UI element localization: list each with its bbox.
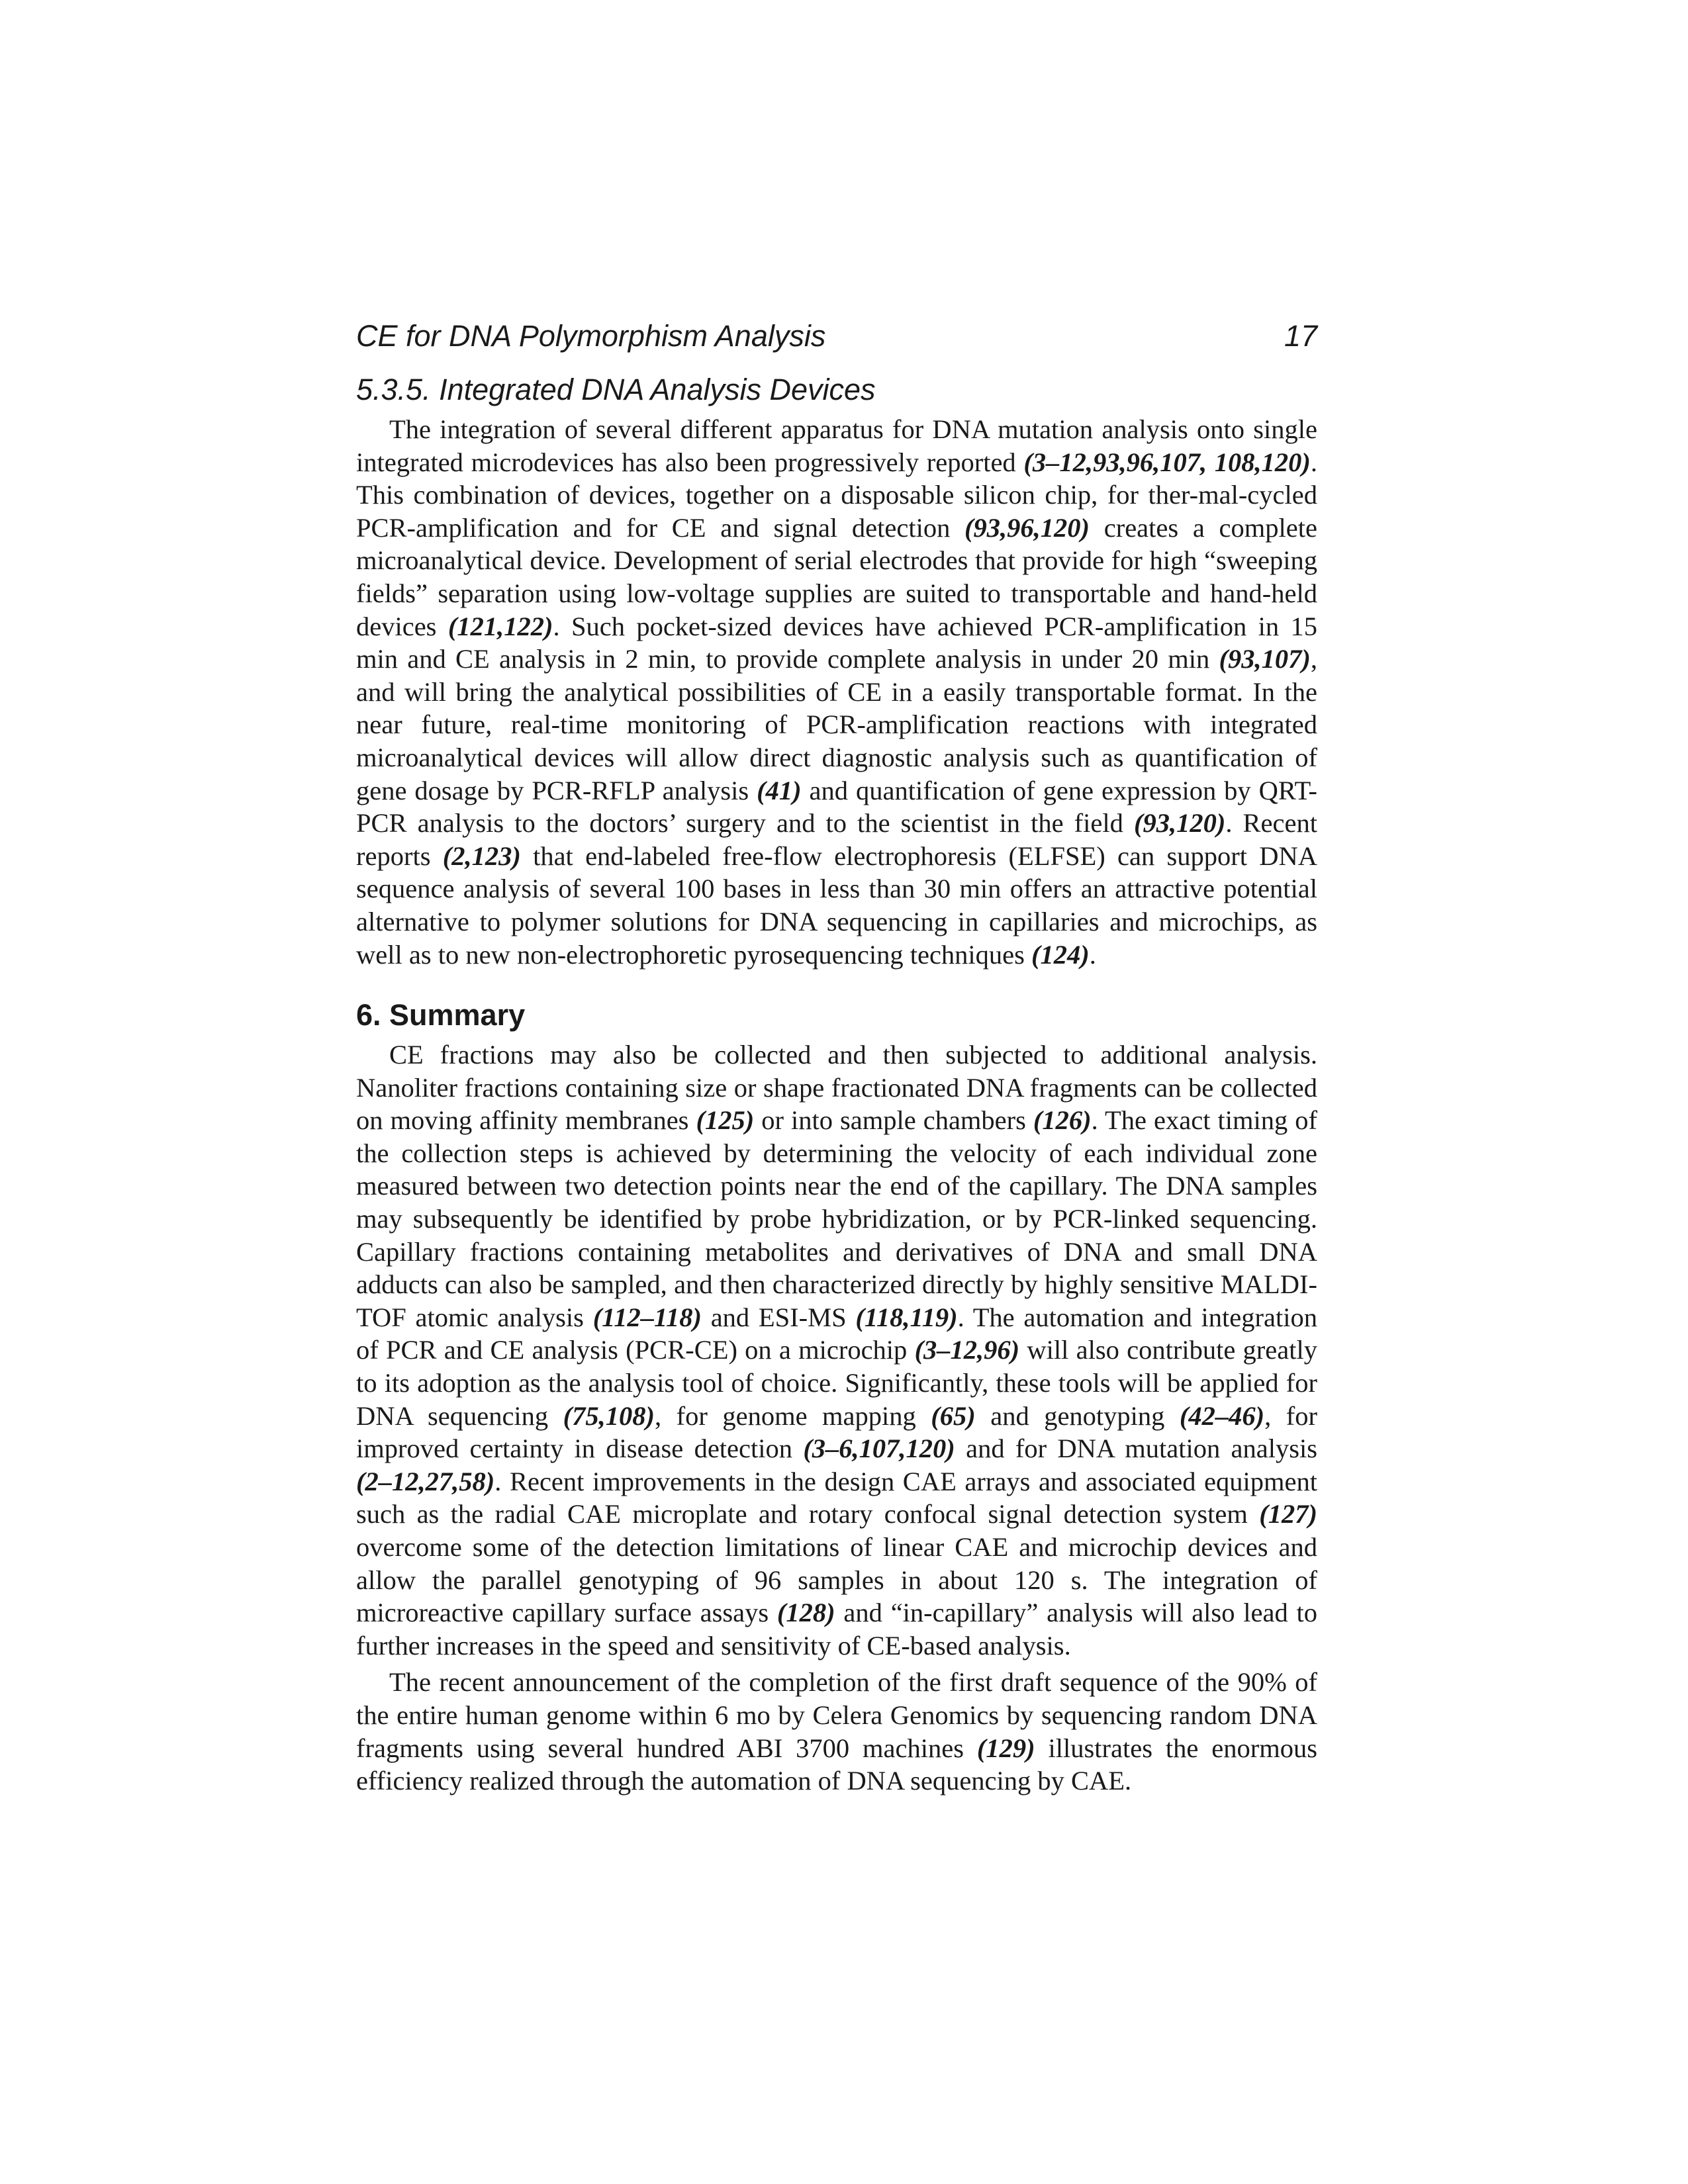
citation: (125): [696, 1105, 755, 1136]
running-head: [356, 316, 1317, 356]
page: [356, 316, 1317, 1797]
paragraph-integrated-devices: [356, 413, 1317, 971]
citation: (42–46): [1179, 1400, 1265, 1431]
text-run: , for genome mapping: [655, 1400, 931, 1431]
citation: (93,96,120): [964, 512, 1090, 543]
citation: (2,123): [442, 841, 521, 871]
citation: (124): [1031, 939, 1090, 970]
running-title: CE for DNA Polymorphism Analysis: [356, 319, 826, 353]
text-run: . Recent improvements in the design CAE arrays and associated equipment such as the radial CAE microplate and rotary confocal signal detection system: [356, 1466, 1317, 1529]
text-run: . Recent reports: [356, 808, 1317, 871]
citation: (65): [931, 1400, 976, 1431]
paragraph-summary-1: [356, 1038, 1317, 1662]
text-run: that end-labeled free-flow electrophoresis (ELFSE) can support DNA sequence analysis of several 100 bases in less than 30 min offers an attractive potential alternative to polymer solutions for DNA sequencing in capillaries and microchips, as well as to new non-electrophoretic pyrosequencing techniques: [356, 841, 1317, 970]
text-run: or into sample chambers: [754, 1105, 1033, 1136]
citation: (126): [1033, 1105, 1092, 1136]
text-run: , and will bring the analytical possibilities of CE in a easily transportable format. In the near future, real-time monitoring of PCR-amplification reactions with integrated microanalytical devices will allow direct diagnostic analysis such as quantification of gene dosage by PCR-RFLP analysis: [356, 644, 1317, 805]
paragraph-summary-2: [356, 1666, 1317, 1797]
citation: (3–6,107,120): [803, 1433, 955, 1464]
page-number: 17: [1284, 319, 1317, 353]
text-run: . Such pocket-sized devices have achieved PCR-amplification in 15 min and CE analysis in 2 min, to provide complete analysis in under 20 min: [356, 611, 1317, 674]
text-run: and for DNA mutation analysis: [955, 1433, 1317, 1464]
citation: (129): [976, 1733, 1035, 1763]
citation: (41): [757, 775, 802, 805]
text-run: creates a complete microanalytical device. Development of serial electrodes that provide for high “sweeping fields” separation using low-voltage supplies are suited to transportable and hand-held devices: [356, 512, 1317, 641]
text-run: . The automation and integration of PCR and CE analysis (PCR-CE) on a microchip: [356, 1302, 1318, 1365]
text-run: . This combination of devices, together on a disposable silicon chip, for ther-mal-cycled PCR-amplification and for CE and signal detection: [356, 447, 1317, 543]
citation: (121,122): [447, 611, 553, 641]
text-run: .: [1089, 939, 1096, 970]
citation: (118,119): [855, 1302, 958, 1332]
citation: (127): [1259, 1499, 1317, 1529]
text-run: and “in-capillary” analysis will also lead to further increases in the speed and sensitivity of CE-based analysis.: [356, 1598, 1317, 1661]
citation: (2–12,27,58): [356, 1466, 495, 1496]
text-run: . The exact timing of the collection steps is achieved by determining the velocity of each individual zone measured between two detection points near the end of the capillary. The DNA samples may subsequently be identified by probe hybridization, or by PCR-linked sequencing. Capillary fractions containing metabolites and derivatives of DNA and small DNA adducts can also be sampled, and then characterized directly by highly sensitive MALDI-TOF atomic analysis: [356, 1105, 1317, 1332]
text-run: overcome some of the detection limitations of linear CAE and microchip devices and allow the parallel genotyping of 96 samples in about 120 s. The integration of microreactive capillary surface assays: [356, 1532, 1317, 1628]
citation: (112–118): [592, 1302, 702, 1332]
section-heading-summary: 6. Summary: [356, 998, 526, 1032]
text-run: , for improved certainty in disease detection: [356, 1400, 1317, 1464]
text-run: and genotyping: [975, 1400, 1180, 1431]
text-run: illustrates the enormous efficiency realized through the automation of DNA sequencing by CAE.: [356, 1733, 1317, 1796]
citation: (75,108): [563, 1400, 655, 1431]
citation: (3–12,96): [914, 1335, 1020, 1365]
text-run: and quantification of gene expression by QRT-PCR analysis to the doctors’ surgery and to the scientist in the field: [356, 775, 1317, 839]
citation: (3–12,93,96,107, 108,120): [1023, 447, 1311, 477]
text-run: will also contribute greatly to its adoption as the analysis tool of choice. Significantly, these tools will be applied for DNA sequencing: [356, 1335, 1317, 1431]
text-run: The integration of several different apparatus for DNA mutation analysis onto single integrated microdevices has also been progressively reported: [356, 414, 1317, 477]
text-run: The recent announcement of the completion of the first draft sequence of the 90% of the entire human genome within 6 mo by Celera Genomics by sequencing random DNA fragments using several hundred ABI 3700 machines: [356, 1667, 1317, 1763]
citation: (93,107): [1219, 644, 1311, 674]
text-run: CE fractions may also be collected and then subjected to additional analysis. Nanoliter fractions containing size or shape fractionated DNA fragments can be collected on moving affinity membranes: [356, 1040, 1317, 1136]
section-heading-integrated-devices: 5.3.5. Integrated DNA Analysis Devices: [356, 373, 876, 406]
citation: (93,120): [1133, 808, 1226, 839]
citation: (128): [776, 1598, 835, 1628]
text-run: and ESI-MS: [701, 1302, 856, 1332]
